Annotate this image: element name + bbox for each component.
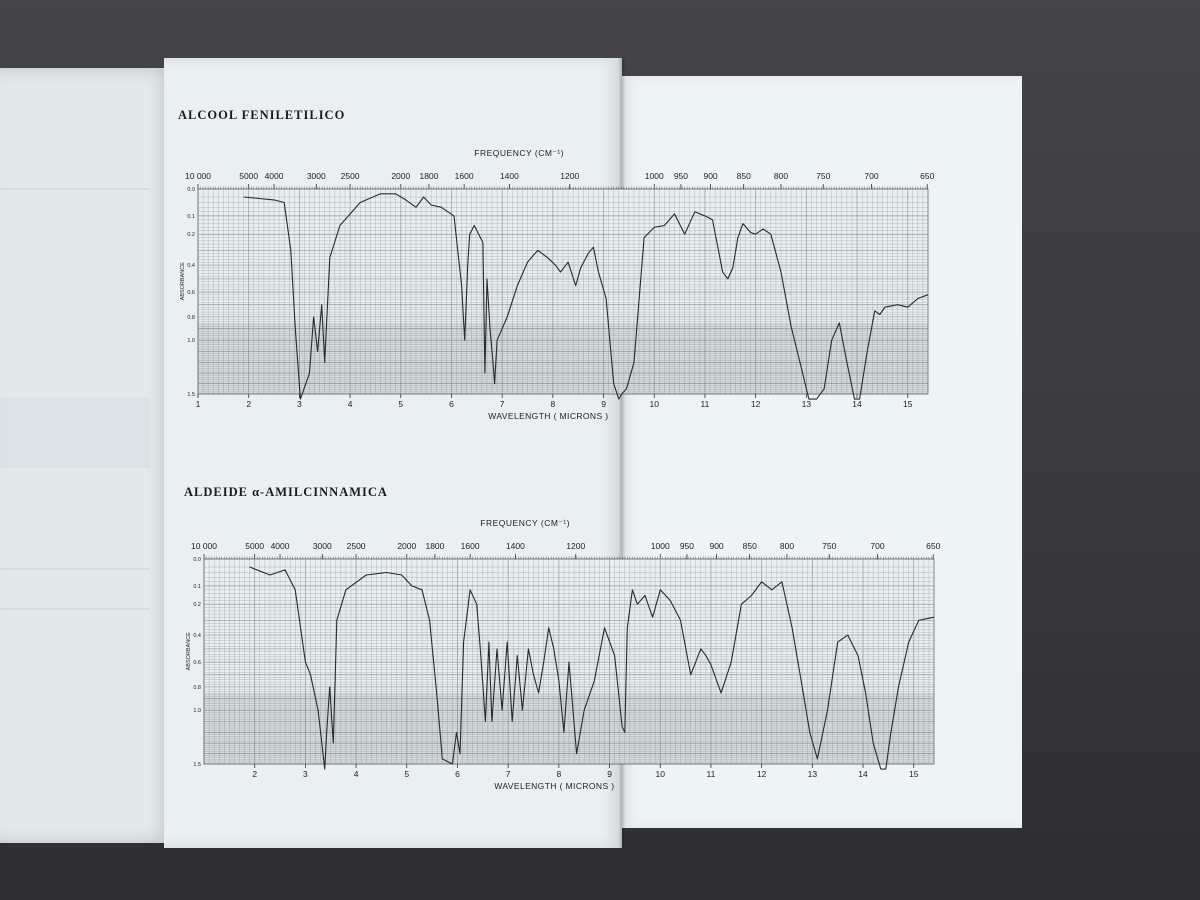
left-axis-label: ABSORBANCE xyxy=(186,632,192,671)
top-tick-label: 650 xyxy=(926,541,941,551)
top-tick-label: 1000 xyxy=(644,171,664,181)
left-tick-label: 0.6 xyxy=(187,290,195,297)
dense-grid-band xyxy=(204,693,934,764)
top-tick-label: 700 xyxy=(870,541,885,551)
bottom-tick-label: 13 xyxy=(801,399,812,409)
bottom-tick-label: 5 xyxy=(404,769,410,779)
left-tick-label: 0.6 xyxy=(193,660,201,667)
bottom-tick-label: 8 xyxy=(556,769,562,779)
left-axis-label: ABSORBANCE xyxy=(180,262,186,301)
bottom-axis-label: WAVELENGTH ( MICRONS ) xyxy=(494,781,615,791)
bottom-tick-label: 11 xyxy=(706,769,716,779)
top-tick-label: 900 xyxy=(703,171,718,181)
top-tick-label: 1800 xyxy=(419,171,439,181)
top-tick-label: 750 xyxy=(822,541,837,551)
left-tick-label: 0.8 xyxy=(187,314,195,321)
top-tick-label: 2500 xyxy=(346,541,366,551)
bottom-tick-label: 8 xyxy=(550,399,556,409)
top-tick-label: 3000 xyxy=(306,171,326,181)
bottom-tick-label: 11 xyxy=(700,399,710,409)
previous-page xyxy=(0,68,178,843)
top-tick-label: 800 xyxy=(779,541,795,551)
bottom-tick-label: 6 xyxy=(455,769,460,779)
left-tick-label: 0.8 xyxy=(193,684,201,691)
top-tick-label: 750 xyxy=(816,171,831,181)
bottom-tick-label: 14 xyxy=(852,399,862,409)
bottom-tick-label: 15 xyxy=(902,399,913,409)
top-tick-label: 850 xyxy=(742,541,757,551)
top-tick-label: 2500 xyxy=(340,171,360,181)
top-axis-label: FREQUENCY (CM⁻¹) xyxy=(480,518,571,528)
top-tick-label: 4000 xyxy=(270,541,290,551)
bottom-tick-label: 9 xyxy=(601,399,606,409)
bottom-tick-label: 7 xyxy=(499,399,505,409)
top-tick-label: 1600 xyxy=(460,541,480,551)
top-tick-label: 2000 xyxy=(397,541,417,551)
left-tick-label: 0.2 xyxy=(187,232,195,239)
top-tick-label: 850 xyxy=(736,171,751,181)
bottom-tick-label: 6 xyxy=(449,399,454,409)
bottom-tick-label: 2 xyxy=(246,399,252,409)
top-tick-label: 900 xyxy=(709,541,724,551)
top-tick-label: 1800 xyxy=(425,541,445,551)
top-tick-label: 1600 xyxy=(454,171,474,181)
chart-1-title: ALCOOL FENILETILICO xyxy=(178,108,346,122)
bottom-tick-label: 13 xyxy=(807,769,818,779)
bottom-tick-label: 10 xyxy=(649,399,659,409)
bottom-tick-label: 3 xyxy=(303,769,308,779)
top-tick-label: 4000 xyxy=(264,171,284,181)
top-tick-label: 2000 xyxy=(391,171,411,181)
bottom-tick-label: 4 xyxy=(353,769,359,779)
top-tick-label: 5000 xyxy=(239,171,259,181)
top-tick-label: 10 000 xyxy=(191,541,217,551)
bottom-tick-label: 10 xyxy=(655,769,665,779)
dense-grid-band xyxy=(198,323,928,394)
top-axis-label: FREQUENCY (CM⁻¹) xyxy=(474,148,565,158)
top-tick-label: 1400 xyxy=(505,541,525,551)
left-tick-label: 1.5 xyxy=(187,392,195,398)
top-tick-label: 1400 xyxy=(499,171,519,181)
top-tick-label: 650 xyxy=(920,171,935,181)
left-tick-label: 0.1 xyxy=(187,213,195,220)
bottom-tick-label: 12 xyxy=(756,769,767,779)
left-tick-label: 1.0 xyxy=(187,338,195,345)
left-tick-label: 0.4 xyxy=(187,263,195,270)
bottom-tick-label: 2 xyxy=(252,769,258,779)
ir-spectrum-chart-2 xyxy=(182,518,942,794)
left-tick-label: 0.0 xyxy=(193,557,201,563)
bottom-tick-label: 14 xyxy=(858,769,868,779)
top-tick-label: 700 xyxy=(864,171,879,181)
bottom-tick-label: 12 xyxy=(750,399,761,409)
chart-2-title: ALDEIDE α-AMILCINNAMICA xyxy=(184,485,388,499)
bottom-tick-label: 15 xyxy=(908,769,919,779)
bottom-tick-label: 7 xyxy=(505,769,511,779)
top-tick-label: 1200 xyxy=(560,171,580,181)
open-book-spread xyxy=(164,58,1026,848)
bottom-tick-label: 4 xyxy=(347,399,353,409)
top-tick-label: 800 xyxy=(773,171,789,181)
left-tick-label: 1.0 xyxy=(193,708,201,715)
bottom-tick-label: 5 xyxy=(398,399,404,409)
bottom-tick-label: 1 xyxy=(195,399,201,409)
top-tick-label: 1200 xyxy=(566,541,586,551)
left-tick-label: 1.5 xyxy=(193,762,201,768)
bottom-tick-label: 3 xyxy=(297,399,302,409)
bottom-axis-label: WAVELENGTH ( MICRONS ) xyxy=(488,411,609,421)
left-tick-label: 0.2 xyxy=(193,602,201,609)
left-tick-label: 0.4 xyxy=(193,633,201,640)
left-tick-label: 0.1 xyxy=(193,583,201,590)
bottom-tick-label: 9 xyxy=(607,769,612,779)
ir-spectrum-chart-1 xyxy=(176,148,936,424)
top-tick-label: 950 xyxy=(679,541,695,551)
top-tick-label: 950 xyxy=(673,171,689,181)
top-tick-label: 10 000 xyxy=(185,171,211,181)
left-tick-label: 0.0 xyxy=(187,187,195,193)
top-tick-label: 5000 xyxy=(245,541,265,551)
top-tick-label: 3000 xyxy=(312,541,332,551)
top-tick-label: 1000 xyxy=(650,541,670,551)
